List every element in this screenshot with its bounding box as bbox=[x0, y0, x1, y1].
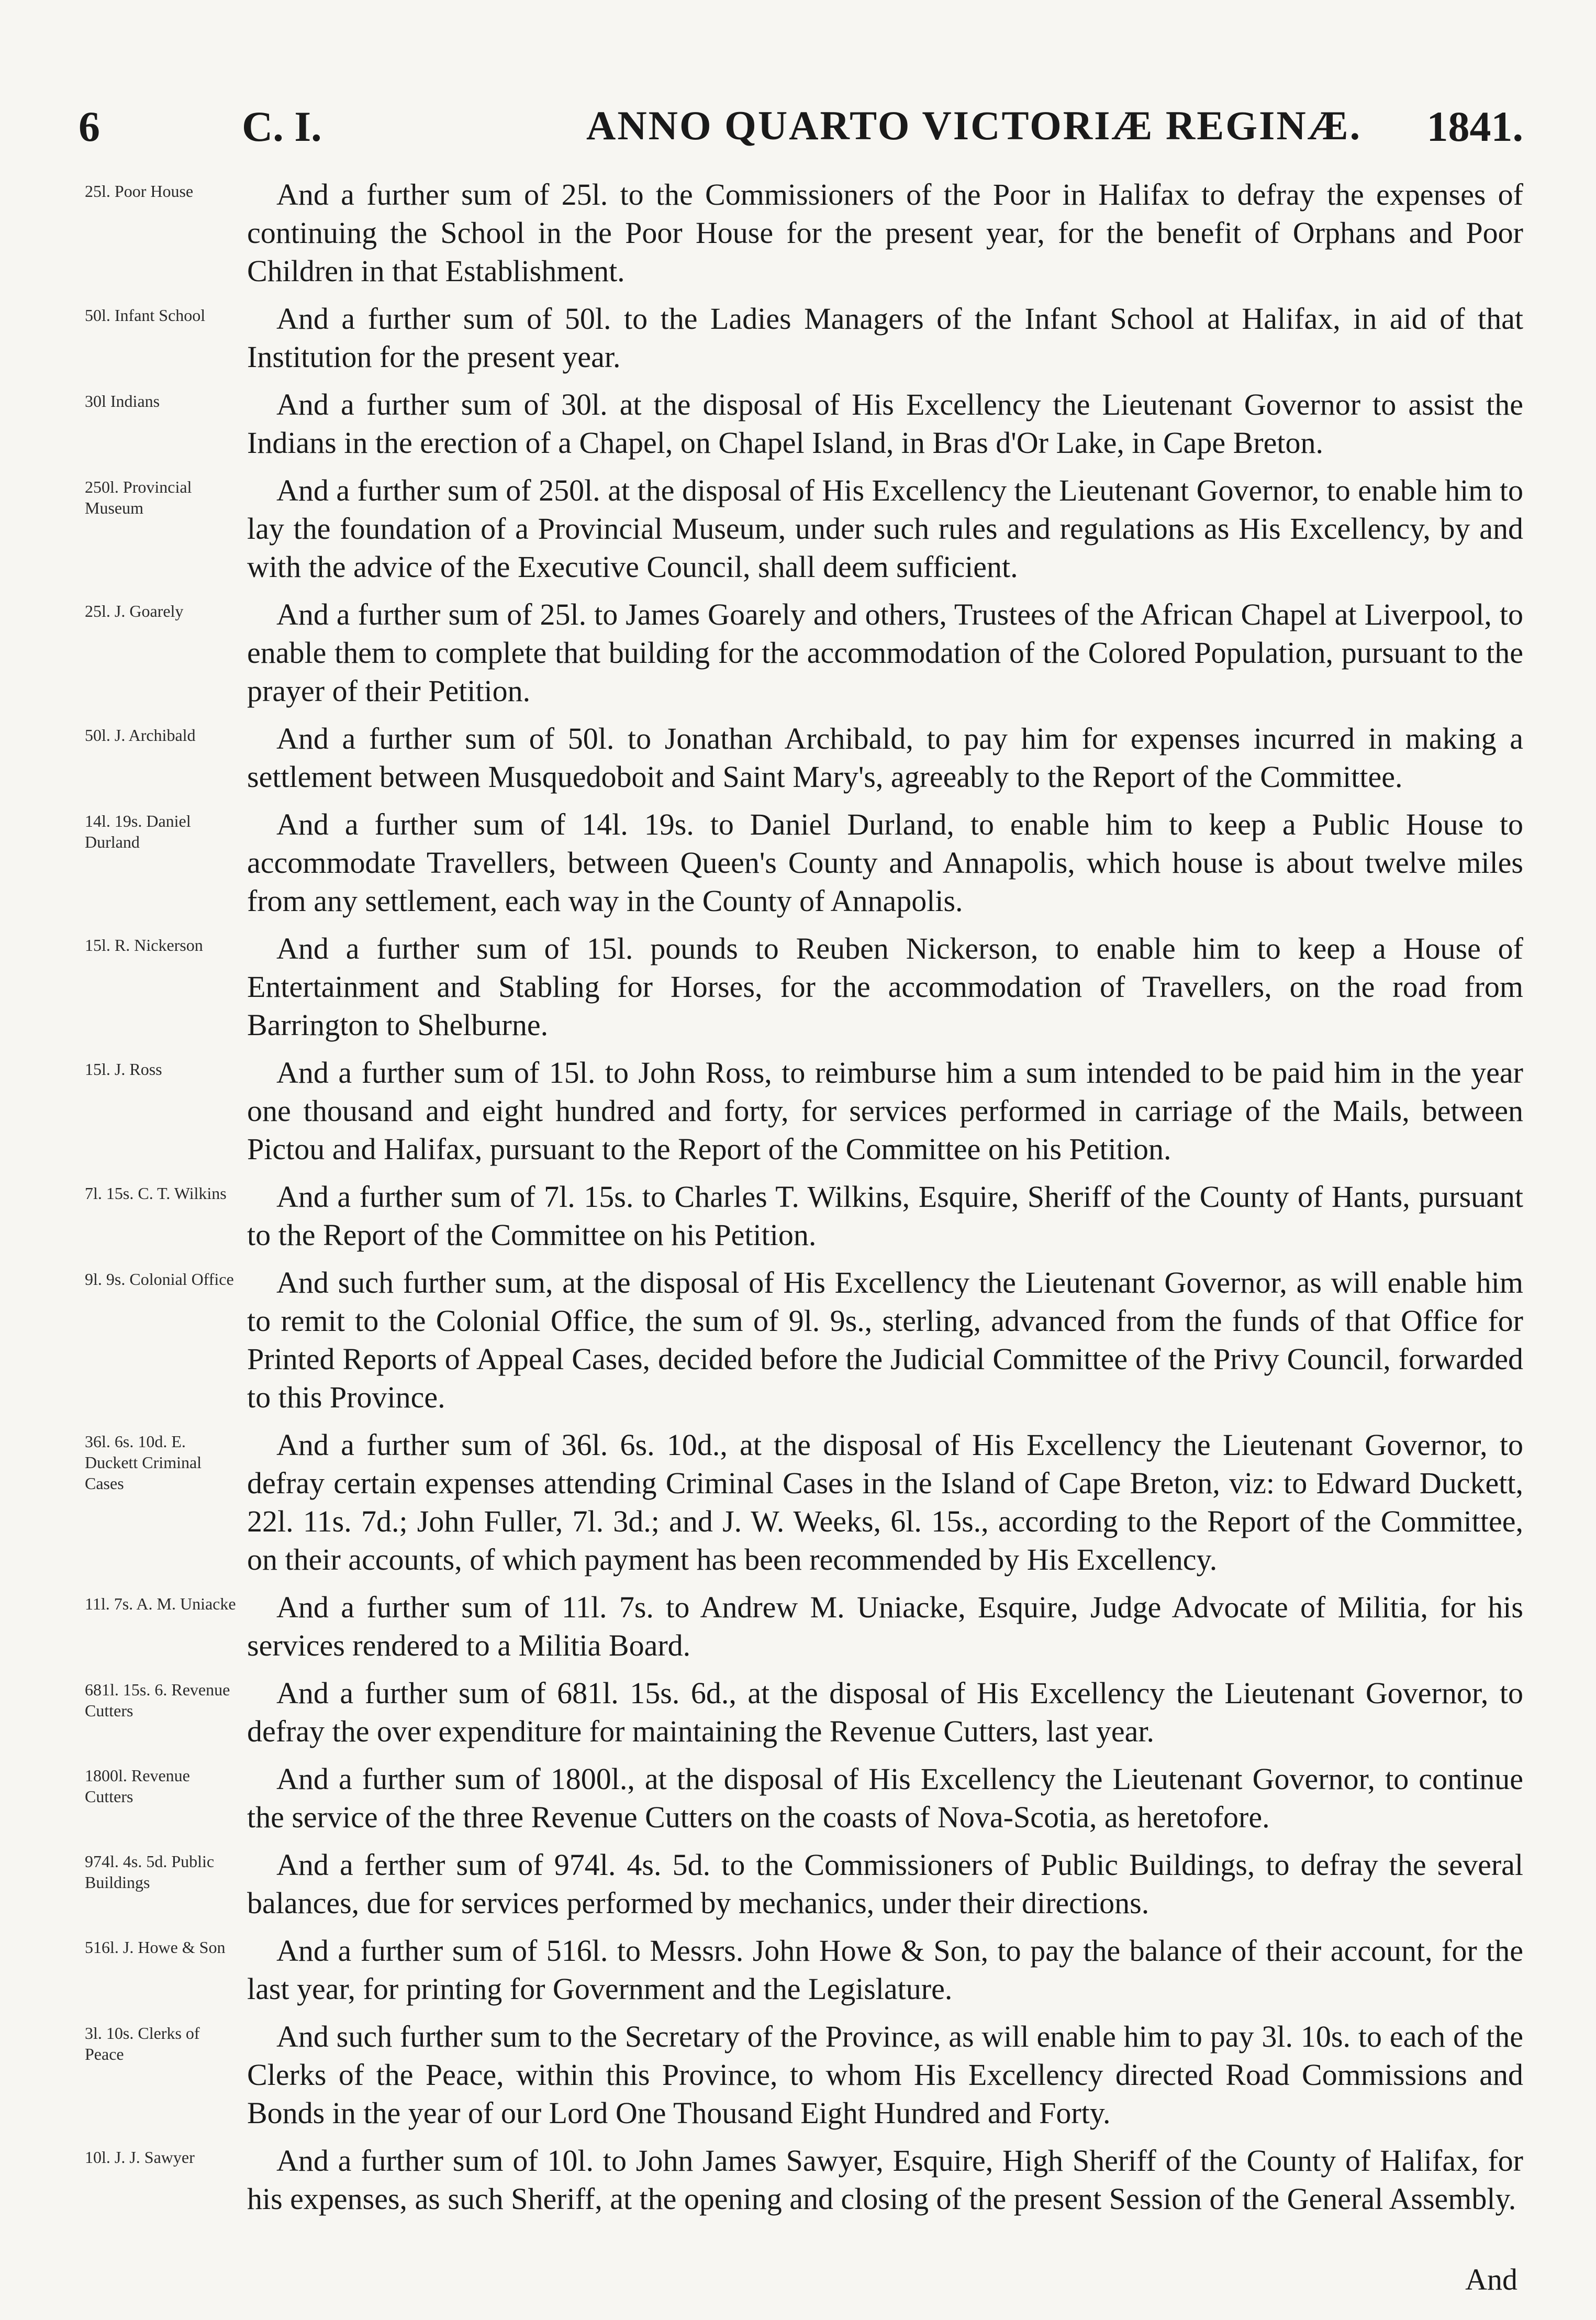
chapter-label: C. I. bbox=[242, 103, 322, 150]
entry-howe-son bbox=[79, 1932, 1523, 2008]
margin-note: 15l. J. Ross bbox=[85, 1060, 162, 1079]
entry-text: And a further sum of 7l. 15s. to Charles T. Wilkins, Esquire, Sheriff of the County of Hants, pursuant to the Report of the Committee on his Petition. bbox=[247, 1180, 1523, 1252]
entry-sawyer bbox=[79, 2141, 1523, 2218]
margin-note: 15l. R. Nickerson bbox=[85, 936, 203, 954]
entry-text: And a further sum of 250l. at the disposal of His Excellency the Lieutenant Governor, to enable him to lay the foundation of a Provincial Museum, under such rules and regulations as His Excellency, by and with the advice of the Executive Council, shall deem sufficient. bbox=[247, 473, 1523, 584]
entry-durland bbox=[79, 805, 1523, 920]
page-header bbox=[79, 102, 1523, 160]
entry-text: And a further sum of 36l. 6s. 10d., at the disposal of His Excellency the Lieutenant Governor, to defray certain expenses attending Criminal Cases in the Island of Cape Breton, viz: to Edward Duckett, 22l. 11s. 7d.; John Fuller, 7l. 3d.; and J. W. Weeks, 6l. 15s., according to the Report of the Committee, on their accounts, of which payment has been recommended by His Excellency. bbox=[247, 1428, 1523, 1577]
entry-public-buildings bbox=[79, 1846, 1523, 1922]
entry-text: And a further sum of 1800l., at the disposal of His Excellency the Lieutenant Governor, to continue the service of the three Revenue Cutters on the coasts of Nova-Scotia, as heretofore. bbox=[247, 1762, 1523, 1834]
margin-note: 36l. 6s. 10d. E. Duckett Criminal Cases bbox=[85, 1432, 202, 1493]
entry-text: And such further sum to the Secretary of the Province, as will enable him to pay 3l. 10s. to each of the Clerks of the Peace, within this Province, to whom His Excellency directed Road Commissions and Bonds in the year of our Lord One Thousand Eight Hundred and Forty. bbox=[247, 2019, 1523, 2130]
margin-note: 1800l. Revenue Cutters bbox=[85, 1766, 190, 1806]
entry-text: And a further sum of 50l. to Jonathan Archibald, to pay him for expenses incurred in making a settlement between Musquedoboit and Saint Mary's, agreeably to the Report of the Committee. bbox=[247, 721, 1523, 794]
margin-note: 3l. 10s. Clerks of Peace bbox=[85, 2024, 200, 2063]
entry-text: And a further sum of 30l. at the disposal of His Excellency the Lieutenant Governor to assist the Indians in the erection of a Chapel, on Chapel Island, in Bras d'Or Lake, in Cape Breton. bbox=[247, 387, 1523, 460]
entry-text: And a further sum of 516l. to Messrs. John Howe & Son, to pay the balance of their account, for the last year, for printing for Government and the Legislature. bbox=[247, 1934, 1523, 2006]
entry-text: And such further sum, at the disposal of His Excellency the Lieutenant Governor, as will enable him to remit to the Colonial Office, the sum of 9l. 9s., sterling, advanced from the funds of that Office for Printed Reports of Appeal Cases, decided before the Judicial Committee of the Privy Council, forwarded to this Province. bbox=[247, 1266, 1523, 1414]
year-label: 1841. bbox=[1426, 103, 1523, 150]
margin-note: 7l. 15s. C. T. Wilkins bbox=[85, 1184, 227, 1203]
entry-revenue-cutters-service bbox=[79, 1760, 1523, 1836]
entry-colonial-office bbox=[79, 1263, 1523, 1416]
margin-note: 50l. Infant School bbox=[85, 306, 206, 325]
margin-note: 14l. 19s. Daniel Durland bbox=[85, 812, 191, 851]
margin-note: 681l. 15s. 6. Revenue Cutters bbox=[85, 1680, 230, 1720]
margin-note: 10l. J. J. Sawyer bbox=[85, 2148, 195, 2167]
entry-text: And a further sum of 25l. to James Goarely and others, Trustees of the African Chapel at Liverpool, to enable them to complete that building for the accommodation of the Colored Population, pursuant to the prayer of their Petition. bbox=[247, 597, 1523, 708]
entry-ross bbox=[79, 1053, 1523, 1168]
running-title: ANNO QUARTO VICTORIÆ REGINÆ. bbox=[586, 103, 1362, 148]
margin-note: 250l. Provincial Museum bbox=[85, 478, 192, 517]
entry-criminal-cases bbox=[79, 1426, 1523, 1579]
entry-text: And a further sum of 10l. to John James Sawyer, Esquire, High Sheriff of the County of Halifax, for his expenses, as such Sheriff, at the opening and closing of the present Session of the General Assembly. bbox=[247, 2144, 1523, 2216]
margin-note: 11l. 7s. A. M. Uniacke bbox=[85, 1594, 236, 1613]
entry-text: And a ferther sum of 974l. 4s. 5d. to the Commissioners of Public Buildings, to defray the several balances, due for services performed by mechanics, under their directions. bbox=[247, 1848, 1523, 1920]
entry-nickerson bbox=[79, 929, 1523, 1044]
margin-note: 516l. J. Howe & Son bbox=[85, 1938, 226, 1957]
entry-wilkins bbox=[79, 1178, 1523, 1254]
margin-note: 50l. J. Archibald bbox=[85, 726, 196, 745]
entry-text: And a further sum of 11l. 7s. to Andrew M. Uniacke, Esquire, Judge Advocate of Militia, for his services rendered to a Militia Board. bbox=[247, 1590, 1523, 1662]
entry-text: And a further sum of 25l. to the Commissioners of the Poor in Halifax to defray the expenses of continuing the School in the Poor House for the present year, for the benefit of Orphans and Poor Children in that Establishment. bbox=[247, 177, 1523, 288]
entry-provincial-museum bbox=[79, 471, 1523, 586]
entry-poor-house bbox=[79, 175, 1523, 290]
margin-note: 25l. Poor House bbox=[85, 182, 194, 201]
entry-clerks-of-peace bbox=[79, 2017, 1523, 2132]
margin-note: 974l. 4s. 5d. Public Buildings bbox=[85, 1852, 215, 1892]
margin-note: 9l. 9s. Colonial Office bbox=[85, 1270, 234, 1289]
entry-text: And a further sum of 15l. to John Ross, to reimburse him a sum intended to be paid him in the year one thousand and eight hundred and forty, for services performed in carriage of the Mails, between Pictou and Halifax, pursuant to the Report of the Committee on his Petition. bbox=[247, 1056, 1523, 1166]
entry-indians bbox=[79, 385, 1523, 462]
catchword: And bbox=[1465, 2262, 1517, 2296]
entry-uniacke bbox=[79, 1588, 1523, 1664]
entry-text: And a further sum of 14l. 19s. to Daniel Durland, to enable him to keep a Public House to accommodate Travellers, between Queen's County and Annapolis, which house is about twelve miles from any settlement, each way in the County of Annapolis. bbox=[247, 807, 1523, 918]
page-number: 6 bbox=[79, 103, 100, 150]
entry-goarely bbox=[79, 595, 1523, 710]
margin-note: 30l Indians bbox=[85, 392, 160, 410]
entry-archibald bbox=[79, 719, 1523, 796]
margin-note: 25l. J. Goarely bbox=[85, 602, 184, 620]
entry-revenue-cutters-overrun bbox=[79, 1674, 1523, 1750]
entry-infant-school bbox=[79, 299, 1523, 376]
entry-text: And a further sum of 50l. to the Ladies Managers of the Infant School at Halifax, in aid of that Institution for the present year. bbox=[247, 302, 1523, 374]
entry-text: And a further sum of 681l. 15s. 6d., at the disposal of His Excellency the Lieutenant Governor, to defray the over expenditure for maintaining the Revenue Cutters, last year. bbox=[247, 1676, 1523, 1748]
appropriation-entries bbox=[79, 175, 1523, 2227]
entry-text: And a further sum of 15l. pounds to Reuben Nickerson, to enable him to keep a House of Entertainment and Stabling for Horses, for the accommodation of Travellers, on the road from Barrington to Shelburne. bbox=[247, 931, 1523, 1042]
